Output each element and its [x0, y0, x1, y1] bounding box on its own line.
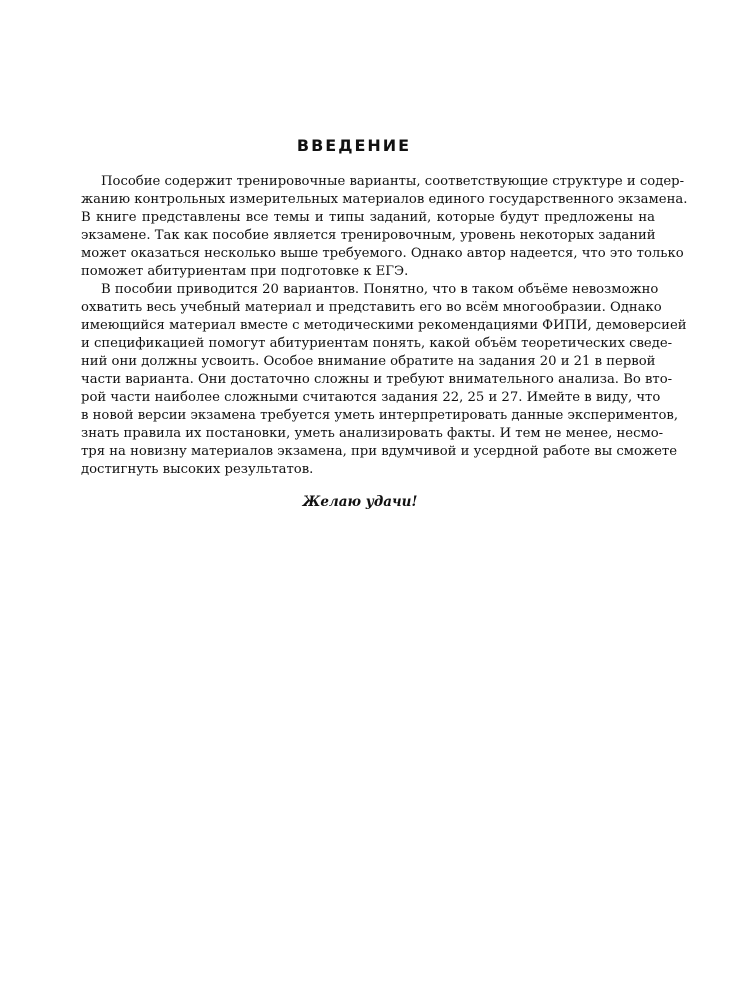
- text-line: экзамене. Так как пособие является тренировочным, уровень некоторых заданий: [81, 228, 656, 243]
- body-text: [81, 173, 688, 479]
- text-line: тря на новизну материалов экзамена, при вдумчивой и усердной работе вы сможете: [81, 444, 678, 459]
- text-line: в новой версии экзамена требуется уметь интерпретировать данные экспериментов,: [81, 408, 679, 423]
- paragraph-2: [81, 281, 687, 479]
- text-line: охватить весь учебный материал и представить его во всём многообразии. Однако: [81, 300, 662, 315]
- page-title: ВВЕДЕНИЕ: [296, 136, 412, 155]
- text-line: части варианта. Они достаточно сложны и требуют внимательного анализа. Во вто-: [81, 372, 673, 387]
- text-line: Пособие содержит тренировочные варианты, соответствующие структуре и содер-: [101, 174, 685, 189]
- text-line: ний они должны усвоить. Особое внимание обратите на задания 20 и 21 в первой: [81, 354, 656, 369]
- text-line: В книге представлены все темы и типы заданий, которые будут предложены на: [81, 210, 655, 225]
- text-line: жанию контрольных измерительных материалов единого государственного экзамена.: [81, 192, 688, 207]
- paragraph-1: [81, 173, 688, 281]
- text-line: может оказаться несколько выше требуемого. Однако автор надеется, что это только: [81, 246, 684, 261]
- text-line: В пособии приводится 20 вариантов. Понятно, что в таком объёме невозможно: [101, 282, 659, 297]
- closing-wish: Желаю удачи!: [302, 494, 418, 510]
- text-line: знать правила их постановки, уметь анализировать факты. И тем не менее, несмо-: [81, 426, 664, 441]
- text-line: имеющийся материал вместе с методическими рекомендациями ФИПИ, демоверсией: [81, 318, 687, 333]
- text-line: и спецификацией помогут абитуриентам понять, какой объём теоретических сведе-: [81, 336, 673, 351]
- text-line: рой части наиболее сложными считаются задания 22, 25 и 27. Имейте в виду, что: [81, 390, 661, 405]
- text-line: достигнуть высоких результатов.: [81, 462, 314, 477]
- text-line: поможет абитуриентам при подготовке к ЕГЭ.: [81, 264, 409, 279]
